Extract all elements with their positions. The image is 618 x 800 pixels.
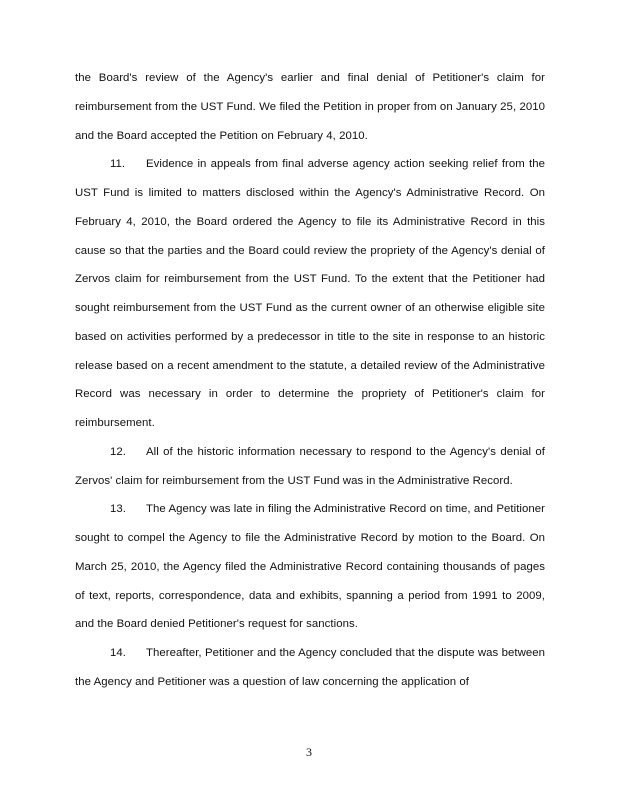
page-number: 3 [306, 745, 312, 759]
paragraph-11 [75, 150, 545, 438]
paragraph-12 [75, 438, 545, 496]
paragraph-text: Evidence in appeals from final adverse agency action seeking relief from the UST Fund is limited to matters disclosed within the Agency's Administrative Record. On February 4, 2010, the Board ordered the Agency to file its Administrative Record in this cause so that the parties and the Board could review the propriety of the Agency's denial of Zervos claim for reimbursement from the UST Fund. To the extent that the Petitioner had sought reimbursement from the UST Fund as the current owner of an otherwise eligible site based on activities performed by a predecessor in title to the site in response to an historic release based on a recent amendment to the statute, a detailed review of the Administrative Record was necessary in order to determine the propriety of Petitioner's claim for reimbursement. [75, 158, 545, 429]
paragraph-text: Thereafter, Petitioner and the Agency concluded that the dispute was between the Agency and Petitioner was a question of law concerning the application of [75, 647, 545, 688]
paragraph-number: 13. [110, 503, 126, 516]
paragraph-text: The Agency was late in filing the Administrative Record on time, and Petitioner sought to compel the Agency to file the Administrative Record by motion to the Board. On March 25, 2010, the Agency filed the Administrative Record containing thousands of pages of text, reports, correspondence, data and exhibits, spanning a period from 1991 to 2009, and the Board denied Petitioner's request for sanctions. [75, 503, 545, 631]
paragraph-text: All of the historic information necessary to respond to the Agency's denial of Zervos' claim for reimbursement from the UST Fund was in the Administrative Record. [75, 445, 545, 487]
paragraph-number: 14. [110, 647, 126, 659]
paragraph-13 [75, 495, 545, 639]
document-body [75, 64, 545, 697]
paragraph-number: 12. [110, 445, 126, 458]
paragraph-continuation [75, 64, 545, 150]
paragraph-number: 11. [110, 158, 126, 171]
paragraph-text: the Board's review of the Agency's earlier and final denial of Petitioner's claim for reimbursement from the UST Fund. We filed the Petition in proper from on January 25, 2010 and the Board accepted the Petition on February 4, 2010. [75, 72, 545, 142]
paragraph-14 [75, 639, 545, 697]
